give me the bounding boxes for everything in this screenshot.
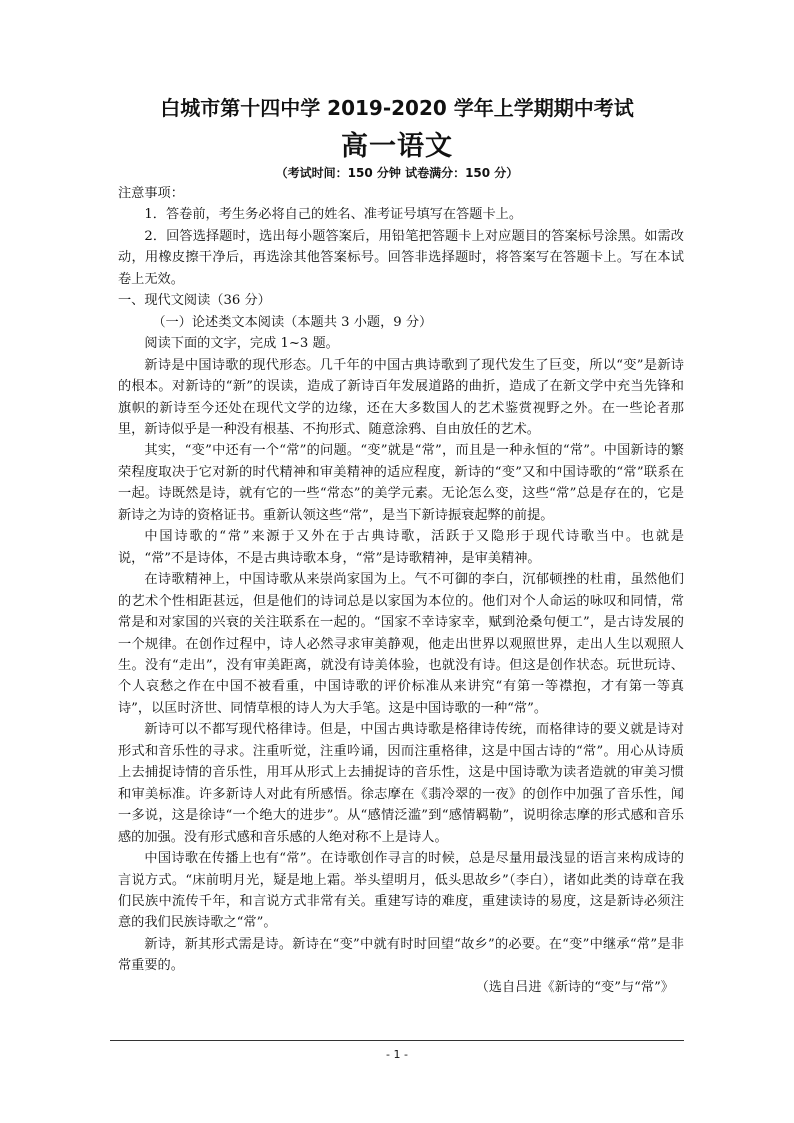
footer-divider [110,1040,684,1041]
subject-title: 高一语文 [341,131,453,162]
note-item-2: 2．回答选择题时，选出每小题答案后，用铅笔把答题卡上对应题目的答案标号涂黑。如需改动，用橡皮擦干净后，再选涂其他答案标号。回答非选择题时，将答案写在答题卡上。写在本试卷上无效。 [118,228,684,287]
article-paragraph: 其实，“变”中还有一个“常”的问题。“变”就是“常”，而且是一种永恒的“常”。中国新诗的繁荣程度取决于它对新的时代精神和审美精神的适应程度，新诗的“变”又和中国诗歌的“常”联系在一起。诗既然是诗，就有它的一些“常态”的美学元素。无论怎么变，这些“常”总是存在的，它是新诗之为诗的资格证书。重新认领这些“常”，是当下新诗振衰起弊的前提。 [118,443,684,523]
article-paragraph: 中国诗歌的“常”来源于又外在于古典诗歌，活跃于又隐形于现代诗歌当中。也就是说，“常”不是诗体，不是古典诗歌本身，“常”是诗歌精神，是审美精神。 [118,529,684,566]
page-number: - 1 - [386,1048,408,1061]
exam-body [118,183,684,998]
article-source: （选自吕进《新诗的“变”与“常”》 [475,979,674,995]
reading-instruction: 阅读下面的文字，完成 1~3 题。 [144,336,339,352]
article-paragraph: 中国诗歌在传播上也有“常”。在诗歌创作寻言的时候，总是尽量用最浅显的语言来构成诗的言说方式。“床前明月光，疑是地上霜。举头望明月，低头思故乡”（李白），诸如此类的诗章在我们民族中流传千年，和言说方式非常有关。重建写诗的难度，重建读诗的易度，这是新诗必须注意的我们民族诗歌之“常”。 [118,851,684,931]
exam-info: （考试时间：150 分钟 试卷满分：150 分） [275,166,519,180]
article-paragraph: 新诗可以不都写现代格律诗。但是，中国古典诗歌是格律诗传统，而格律诗的要义就是诗对形式和音乐性的寻求。注重听觉，注重吟诵，因而注重格律，这是中国古诗的“常”。用心从诗质上去捕捉诗情的音乐性，用耳从形式上去捕捉诗的音乐性，这是中国诗歌为读者造就的审美习惯和审美标准。许多新诗人对此有所感悟。徐志摩在《翡冷翠的一夜》的创作中加强了音乐性，闻一多说，这是徐诗“一个绝大的进步”。从“感情泛滥”到“感情羁勒”，说明徐志摩的形式感和音乐感的加强。没有形式感和音乐感的人绝对称不上是诗人。 [118,722,684,845]
section-heading: 一、现代文阅读（36 分） [118,293,271,309]
notes-heading: 注意事项： [118,186,184,201]
exam-title: 白城市第十四中学 2019-2020 学年上学期期中考试 [160,96,634,120]
article-paragraph: 新诗，新其形式需是诗。新诗在“变”中就有时时回望“故乡”的必要。在“变”中继承“常”是非常重要的。 [118,936,684,974]
article-paragraph: 在诗歌精神上，中国诗歌从来崇尚家国为上。气不可御的李白，沉郁顿挫的杜甫，虽然他们的艺术个性相距甚远，但是他们的诗词总是以家国为本位的。他们对个人命运的咏叹和同情，常常是和对家国的兴衰的关注联系在一起的。“国家不幸诗家幸，赋到沧桑句便工”，是古诗发展的一个规律。在创作过程中，诗人必然寻求审美静观，他走出世界以观照世界，走出人生以观照人生。没有“走出”，没有审美距离，就没有诗美体验，也就没有诗。但这是创作状态。玩世玩诗、个人哀愁之作在中国不被看重，中国诗歌的评价标准从来讲究“有第一等襟抱，才有第一等真诗”，以匡时济世、同情草根的诗人为大手笔。这是中国诗歌的一种“常”。 [118,572,684,716]
section-subheading: （一）论述类文本阅读（本题共 3 小题，9 分） [152,314,433,330]
note-item-1: 1．答卷前，考生务必将自己的姓名、准考证号填写在答题卡上。 [144,207,523,223]
article-paragraph: 新诗是中国诗歌的现代形态。几千年的中国古典诗歌到了现代发生了巨变，所以“变”是新诗的根本。对新诗的“新”的误读，造成了新诗百年发展道路的曲折，造成了在新文学中充当先锋和旗帜的新诗至今还处在现代文学的边缘，还在大多数国人的艺术鉴赏视野之外。在一些论者那里，新诗似乎是一种没有根基、不拘形式、随意涂鸦、自由放任的艺术。 [118,357,684,437]
